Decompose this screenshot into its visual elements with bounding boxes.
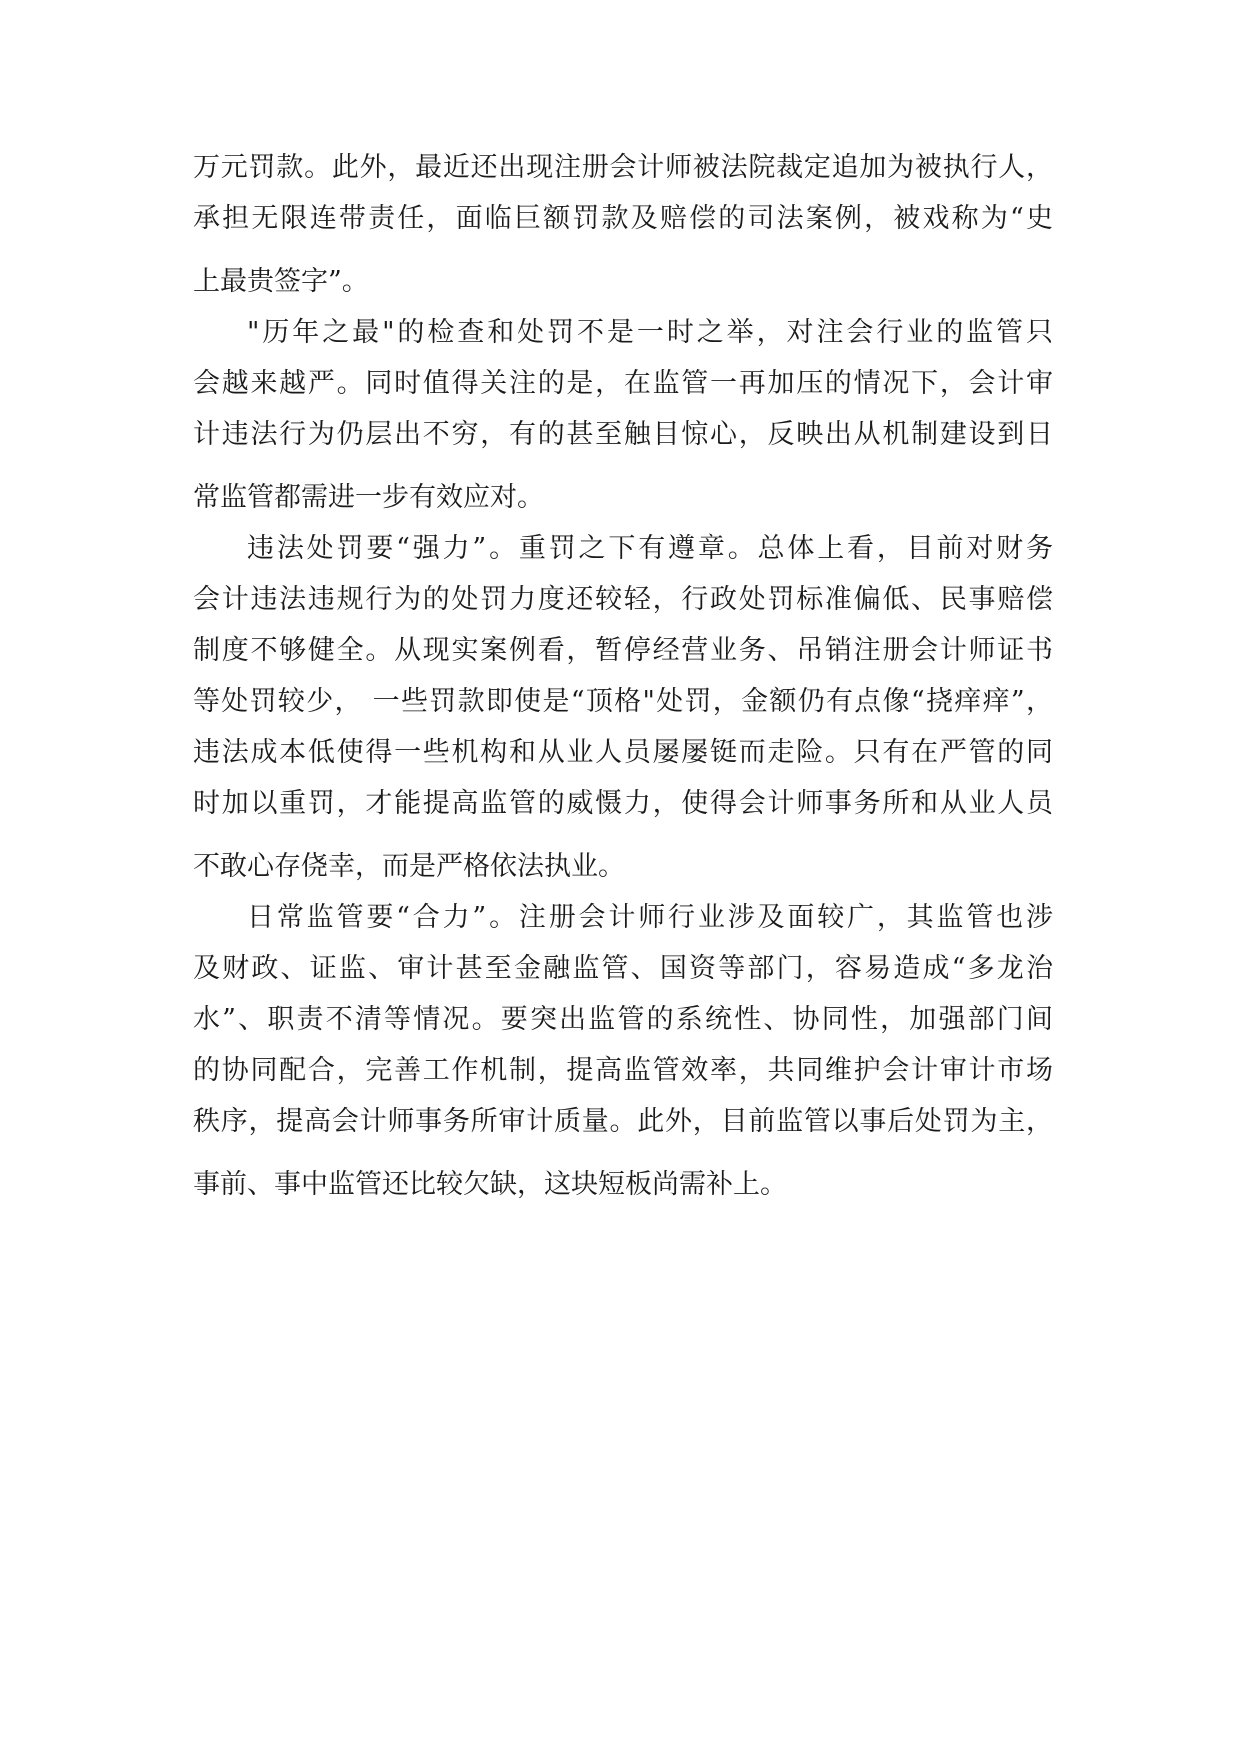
paragraph-3-line-3: 制度不够健全。从现实案例看，暂停经营业务、吊销注册会计师证书 — [193, 635, 1053, 666]
paragraph-3-line-4: 等处罚较少， 一些罚款即使是“顶格"处罚，金额仍有点像“挠痒痒”， — [193, 686, 1053, 717]
paragraph-2-line-3: 计违法行为仍层出不穷，有的甚至触目惊心，反映出从机制建设到日 — [193, 419, 1053, 450]
paragraph-2-line-1: "历年之最"的检查和处罚不是一时之举，对注会行业的监管只 — [247, 317, 1053, 348]
paragraph-4-line-4: 的协同配合，完善工作机制，提高监管效率，共同维护会计审计市场 — [193, 1055, 1053, 1086]
paragraph-4-line-2: 及财政、证监、审计甚至金融监管、国资等部门，容易造成“多龙治 — [193, 953, 1053, 984]
paragraph-2-line-4: 常监管都需进一步有效应对。 — [193, 482, 544, 513]
paragraph-3-line-5: 违法成本低使得一些机构和从业人员屡屡铤而走险。只有在严管的同 — [193, 737, 1053, 768]
paragraph-4-line-1: 日常监管要“合力”。注册会计师行业涉及面较广，其监管也涉 — [247, 902, 1053, 933]
paragraph-3-line-1: 违法处罚要“强力”。重罚之下有遵章。总体上看，目前对财务 — [247, 533, 1053, 564]
paragraph-1-line-2: 承担无限连带责任，面临巨额罚款及赔偿的司法案例，被戏称为“史 — [193, 203, 1053, 234]
paragraph-4-line-6: 事前、事中监管还比较欠缺，这块短板尚需补上。 — [193, 1169, 787, 1200]
paragraph-3-line-6: 时加以重罚，才能提高监管的威慑力，使得会计师事务所和从业人员 — [193, 788, 1053, 819]
paragraph-4-line-5: 秩序，提高会计师事务所审计质量。此外，目前监管以事后处罚为主， — [193, 1106, 1053, 1137]
paragraph-1-line-1: 万元罚款。此外，最近还出现注册会计师被法院裁定追加为被执行人， — [193, 152, 1053, 183]
paragraph-4-line-3: 水”、职责不清等情况。要突出监管的系统性、协同性，加强部门间 — [193, 1004, 1053, 1035]
paragraph-1-line-3: 上最贵签字”。 — [193, 266, 369, 297]
paragraph-3-line-2: 会计违法违规行为的处罚力度还较轻，行政处罚标准偏低、民事赔偿 — [193, 584, 1053, 615]
paragraph-3-line-7: 不敢心存侥幸，而是严格依法执业。 — [193, 851, 625, 882]
paragraph-2-line-2: 会越来越严。同时值得关注的是，在监管一再加压的情况下，会计审 — [193, 368, 1053, 399]
